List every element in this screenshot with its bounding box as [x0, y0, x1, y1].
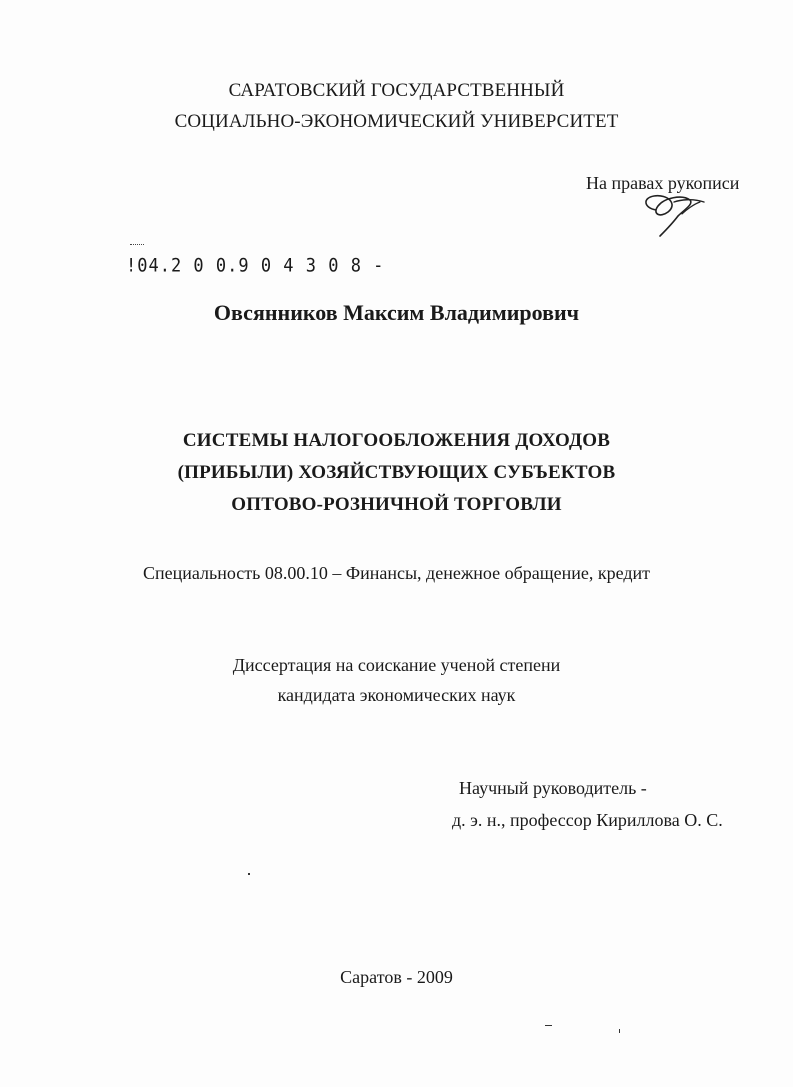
- supervisor-name: д. э. н., профессор Кириллова О. С.: [452, 810, 723, 830]
- university-name-line1: САРАТОВСКИЙ ГОСУДАРСТВЕННЫЙ: [228, 80, 565, 101]
- registration-number-stamp: !04.2 0 0.9 0 4 3 0 8 -: [126, 255, 385, 277]
- dissertation-title-line1: СИСТЕМЫ НАЛОГООБЛОЖЕНИЯ ДОХОДОВ: [182, 430, 611, 451]
- university-name-line2: СОЦИАЛЬНО-ЭКОНОМИЧЕСКИЙ УНИВЕРСИТЕТ: [174, 111, 619, 132]
- stamp-dots: [130, 244, 144, 247]
- scan-speck: [545, 1025, 552, 1026]
- specialty-line: Специальность 08.00.10 – Финансы, денежное обращение, кредит: [142, 563, 651, 583]
- scan-speck: [619, 1029, 620, 1033]
- author-name: Овсянников Максим Владимирович: [213, 300, 580, 325]
- scan-speck: [248, 873, 250, 875]
- degree-line2: кандидата экономических наук: [277, 685, 516, 705]
- supervisor-label: Научный руководитель -: [459, 778, 647, 798]
- rights-note: На правах рукописи: [586, 173, 740, 193]
- dissertation-title-line2: (ПРИБЫЛИ) ХОЗЯЙСТВУЮЩИХ СУБЪЕКТОВ: [177, 462, 616, 483]
- dissertation-title-line3: ОПТОВО-РОЗНИЧНОЙ ТОРГОВЛИ: [231, 494, 562, 515]
- degree-line1: Диссертация на соискание ученой степени: [232, 655, 561, 675]
- city-year: Саратов - 2009: [340, 967, 453, 987]
- signature-mark: [634, 180, 714, 240]
